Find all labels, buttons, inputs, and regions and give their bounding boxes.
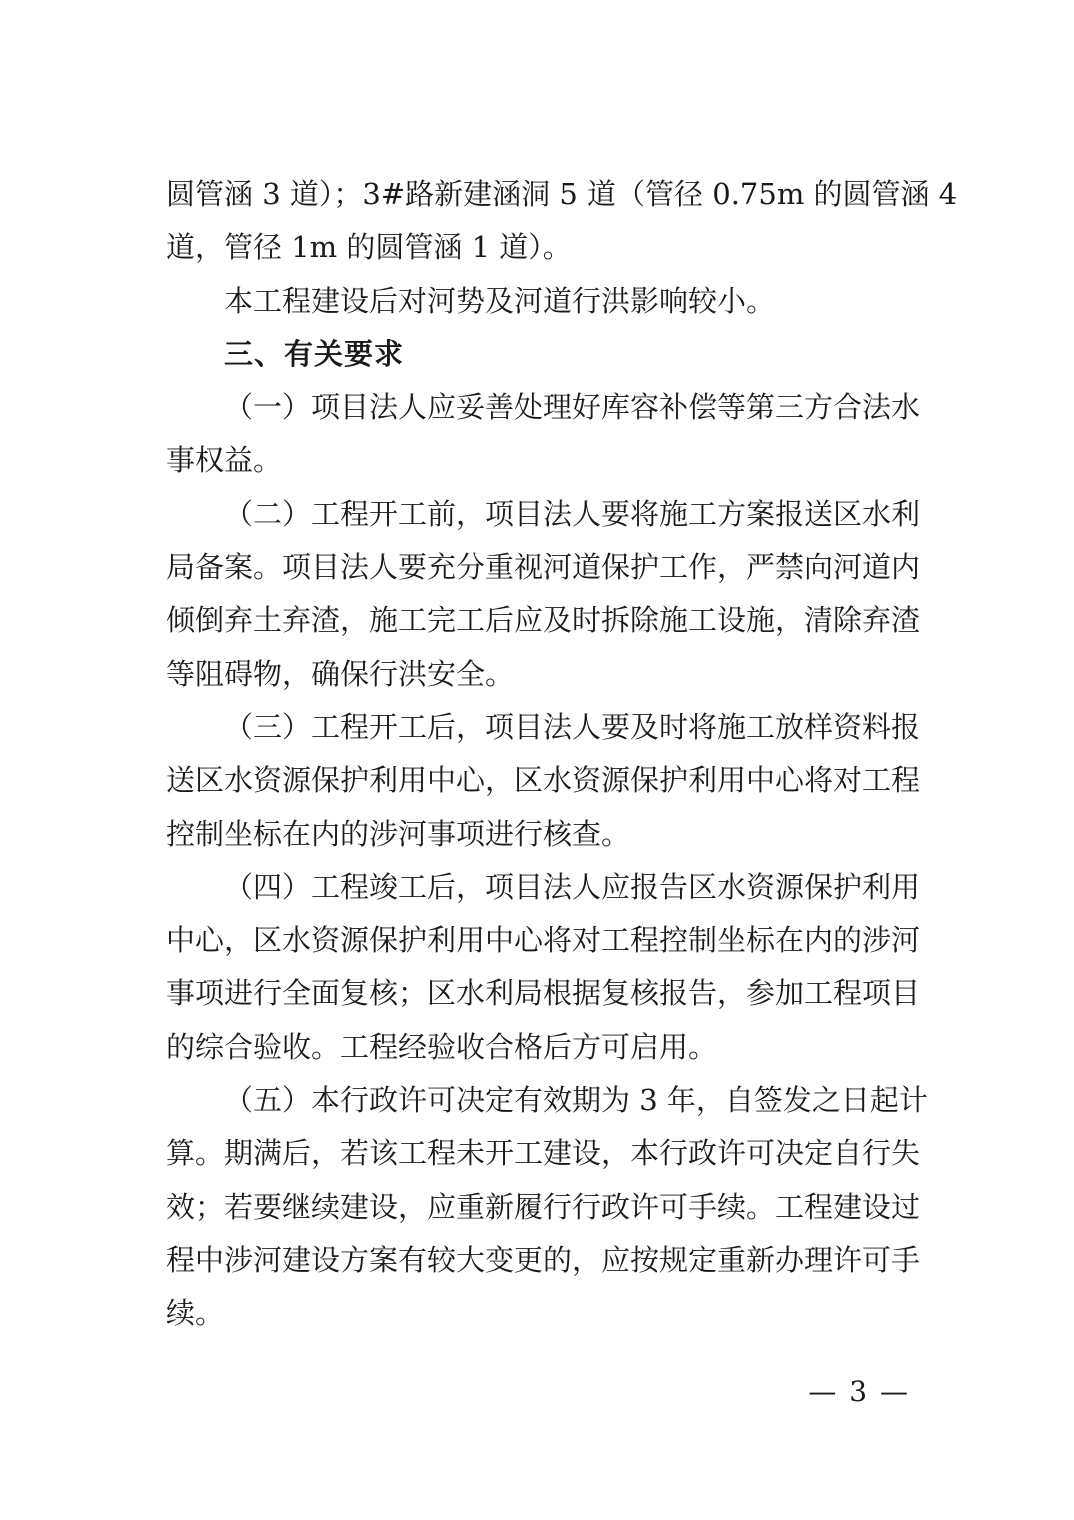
text-line: 续。	[166, 1296, 225, 1331]
text-line: 中心，区水资源保护利用中心将对工程控制坐标在内的涉河	[166, 923, 921, 958]
text-line: 事项进行全面复核；区水利局根据复核报告，参加工程项目	[166, 976, 921, 1011]
text-line: （五）本行政许可决定有效期为 3 年，自签发之日起计	[224, 1083, 928, 1118]
text-line: 等阻碍物，确保行洪安全。	[166, 656, 515, 691]
text-line: 的综合验收。工程经验收合格后方可启用。	[166, 1029, 718, 1064]
text-line: 程中涉河建设方案有较大变更的，应按规定重新办理许可手	[166, 1242, 921, 1277]
text-line: 事权益。	[166, 443, 283, 478]
text-line: （一）项目法人应妥善处理好库容补偿等第三方合法水	[224, 390, 921, 425]
text-line: 倾倒弃土弃渣，施工完工后应及时拆除施工设施，清除弃渣	[166, 603, 921, 638]
text-line: 控制坐标在内的涉河事项进行核查。	[166, 816, 631, 851]
text-line: 送区水资源保护利用中心，区水资源保护利用中心将对工程	[166, 763, 921, 798]
text-line: 算。期满后，若该工程未开工建设，本行政许可决定自行失	[166, 1136, 921, 1171]
text-line: （二）工程开工前，项目法人要将施工方案报送区水利	[224, 496, 921, 531]
text-line: （三）工程开工后，项目法人要及时将施工放样资料报	[224, 709, 921, 744]
text-line: 圆管涵 3 道）；3#路新建涵洞 5 道（管径 0.75m 的圆管涵 4	[166, 177, 958, 211]
document-body	[166, 168, 958, 1341]
text-line: 道，管径 1m 的圆管涵 1 道）。	[166, 230, 572, 265]
text-line: 局备案。项目法人要充分重视河道保护工作，严禁向河道内	[166, 550, 921, 585]
section-heading: 三、有关要求	[224, 336, 405, 371]
text-line: 效；若要继续建设，应重新履行行政许可手续。工程建设过	[166, 1189, 921, 1224]
text-line: 本工程建设后对河势及河道行洪影响较小。	[224, 283, 776, 318]
text-line: （四）工程竣工后，项目法人应报告区水资源保护利用	[224, 869, 921, 904]
page-number: — 3 —	[808, 1375, 910, 1408]
